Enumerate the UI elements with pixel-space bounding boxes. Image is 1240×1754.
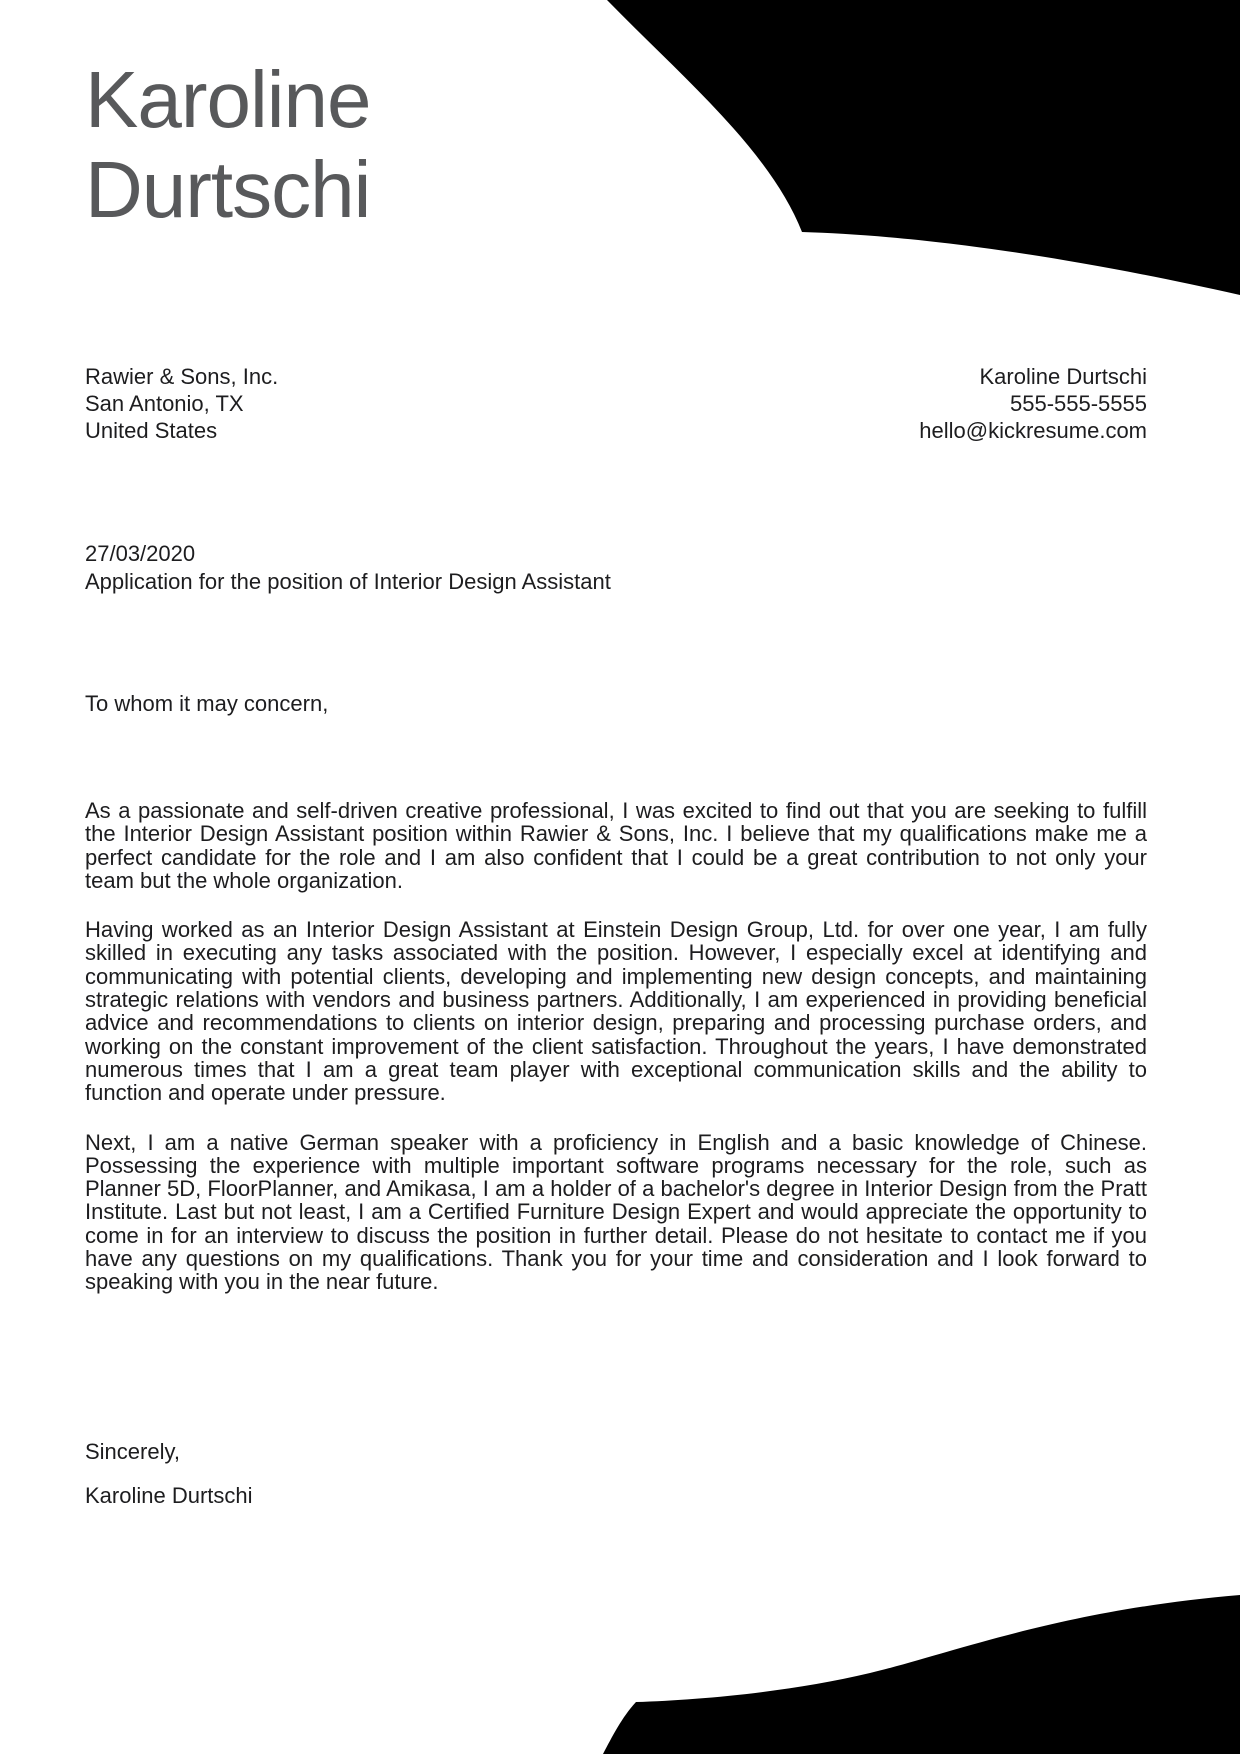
applicant-name-line2: Durtschi [85, 145, 371, 234]
subject-line: Application for the position of Interior Design Assistant [85, 569, 611, 594]
top-right-shape [607, 0, 1240, 295]
signature: Karoline Durtschi [85, 1483, 253, 1508]
letter-date: 27/03/2020 [85, 541, 196, 566]
recipient-country: United States [85, 418, 218, 443]
bottom-right-shape [603, 1595, 1240, 1754]
applicant-name-line1: Karoline [85, 55, 371, 144]
paragraph-3: Next, I am a native German speaker with a proficiency in English and a basic knowledge of Chinese. Possessing the experience with multiple important software programs necessary for the role, such as Planner 5D, FloorPlanner, and Amikasa, I am a holder of a bachelor's degree in Interior Design from the Pratt Institute. Last but not least, I am a Certified Furniture Design Expert and would appreciate the opportunity to come in for an interview to discuss the position in further detail. Please do not hesitate to contact me if you have any questions on my qualifications. Thank you for your time and consideration and I look forward to speaking with you in the near future. [85, 1129, 1147, 1295]
sender-email: hello@kickresume.com [919, 418, 1147, 443]
header-info-row [85, 363, 1147, 444]
sender-name: Karoline Durtschi [979, 364, 1147, 389]
salutation: To whom it may concern, [85, 691, 329, 716]
sender-phone: 555-555-5555 [1009, 391, 1147, 416]
date-subject-block [85, 540, 1147, 596]
closing: Sincerely, [85, 1439, 180, 1464]
applicant-name [85, 55, 371, 235]
recipient-city: San Antonio, TX [85, 391, 244, 416]
letter-body [85, 799, 1147, 1320]
paragraph-2: Having worked as an Interior Design Assistant at Einstein Design Group, Ltd. for over one year, I am fully skilled in executing any tasks associated with the position. However, I especially excel at identifying and communicating with potential clients, developing and implementing new design concepts, and maintaining strategic relations with vendors and business partners. Additionally, I am experienced in providing beneficial advice and recommendations to clients on interior design, preparing and processing purchase orders, and working on the constant improvement of the client satisfaction. Throughout the years, I have demonstrated numerous times that I am a great team player with exceptional communication skills and the ability to function and operate under pressure. [85, 917, 1147, 1106]
recipient-block [85, 363, 278, 444]
sender-contact-block [919, 363, 1147, 444]
recipient-company: Rawier & Sons, Inc. [85, 364, 279, 389]
paragraph-1: As a passionate and self-driven creative professional, I was excited to find out that you are seeking to fulfill the Interior Design Assistant position within Rawier & Sons, Inc. I believe that my qualifications make me a perfect candidate for the role and I am also confident that I could be a great contribution to not only your team but the whole organization. [85, 798, 1147, 893]
